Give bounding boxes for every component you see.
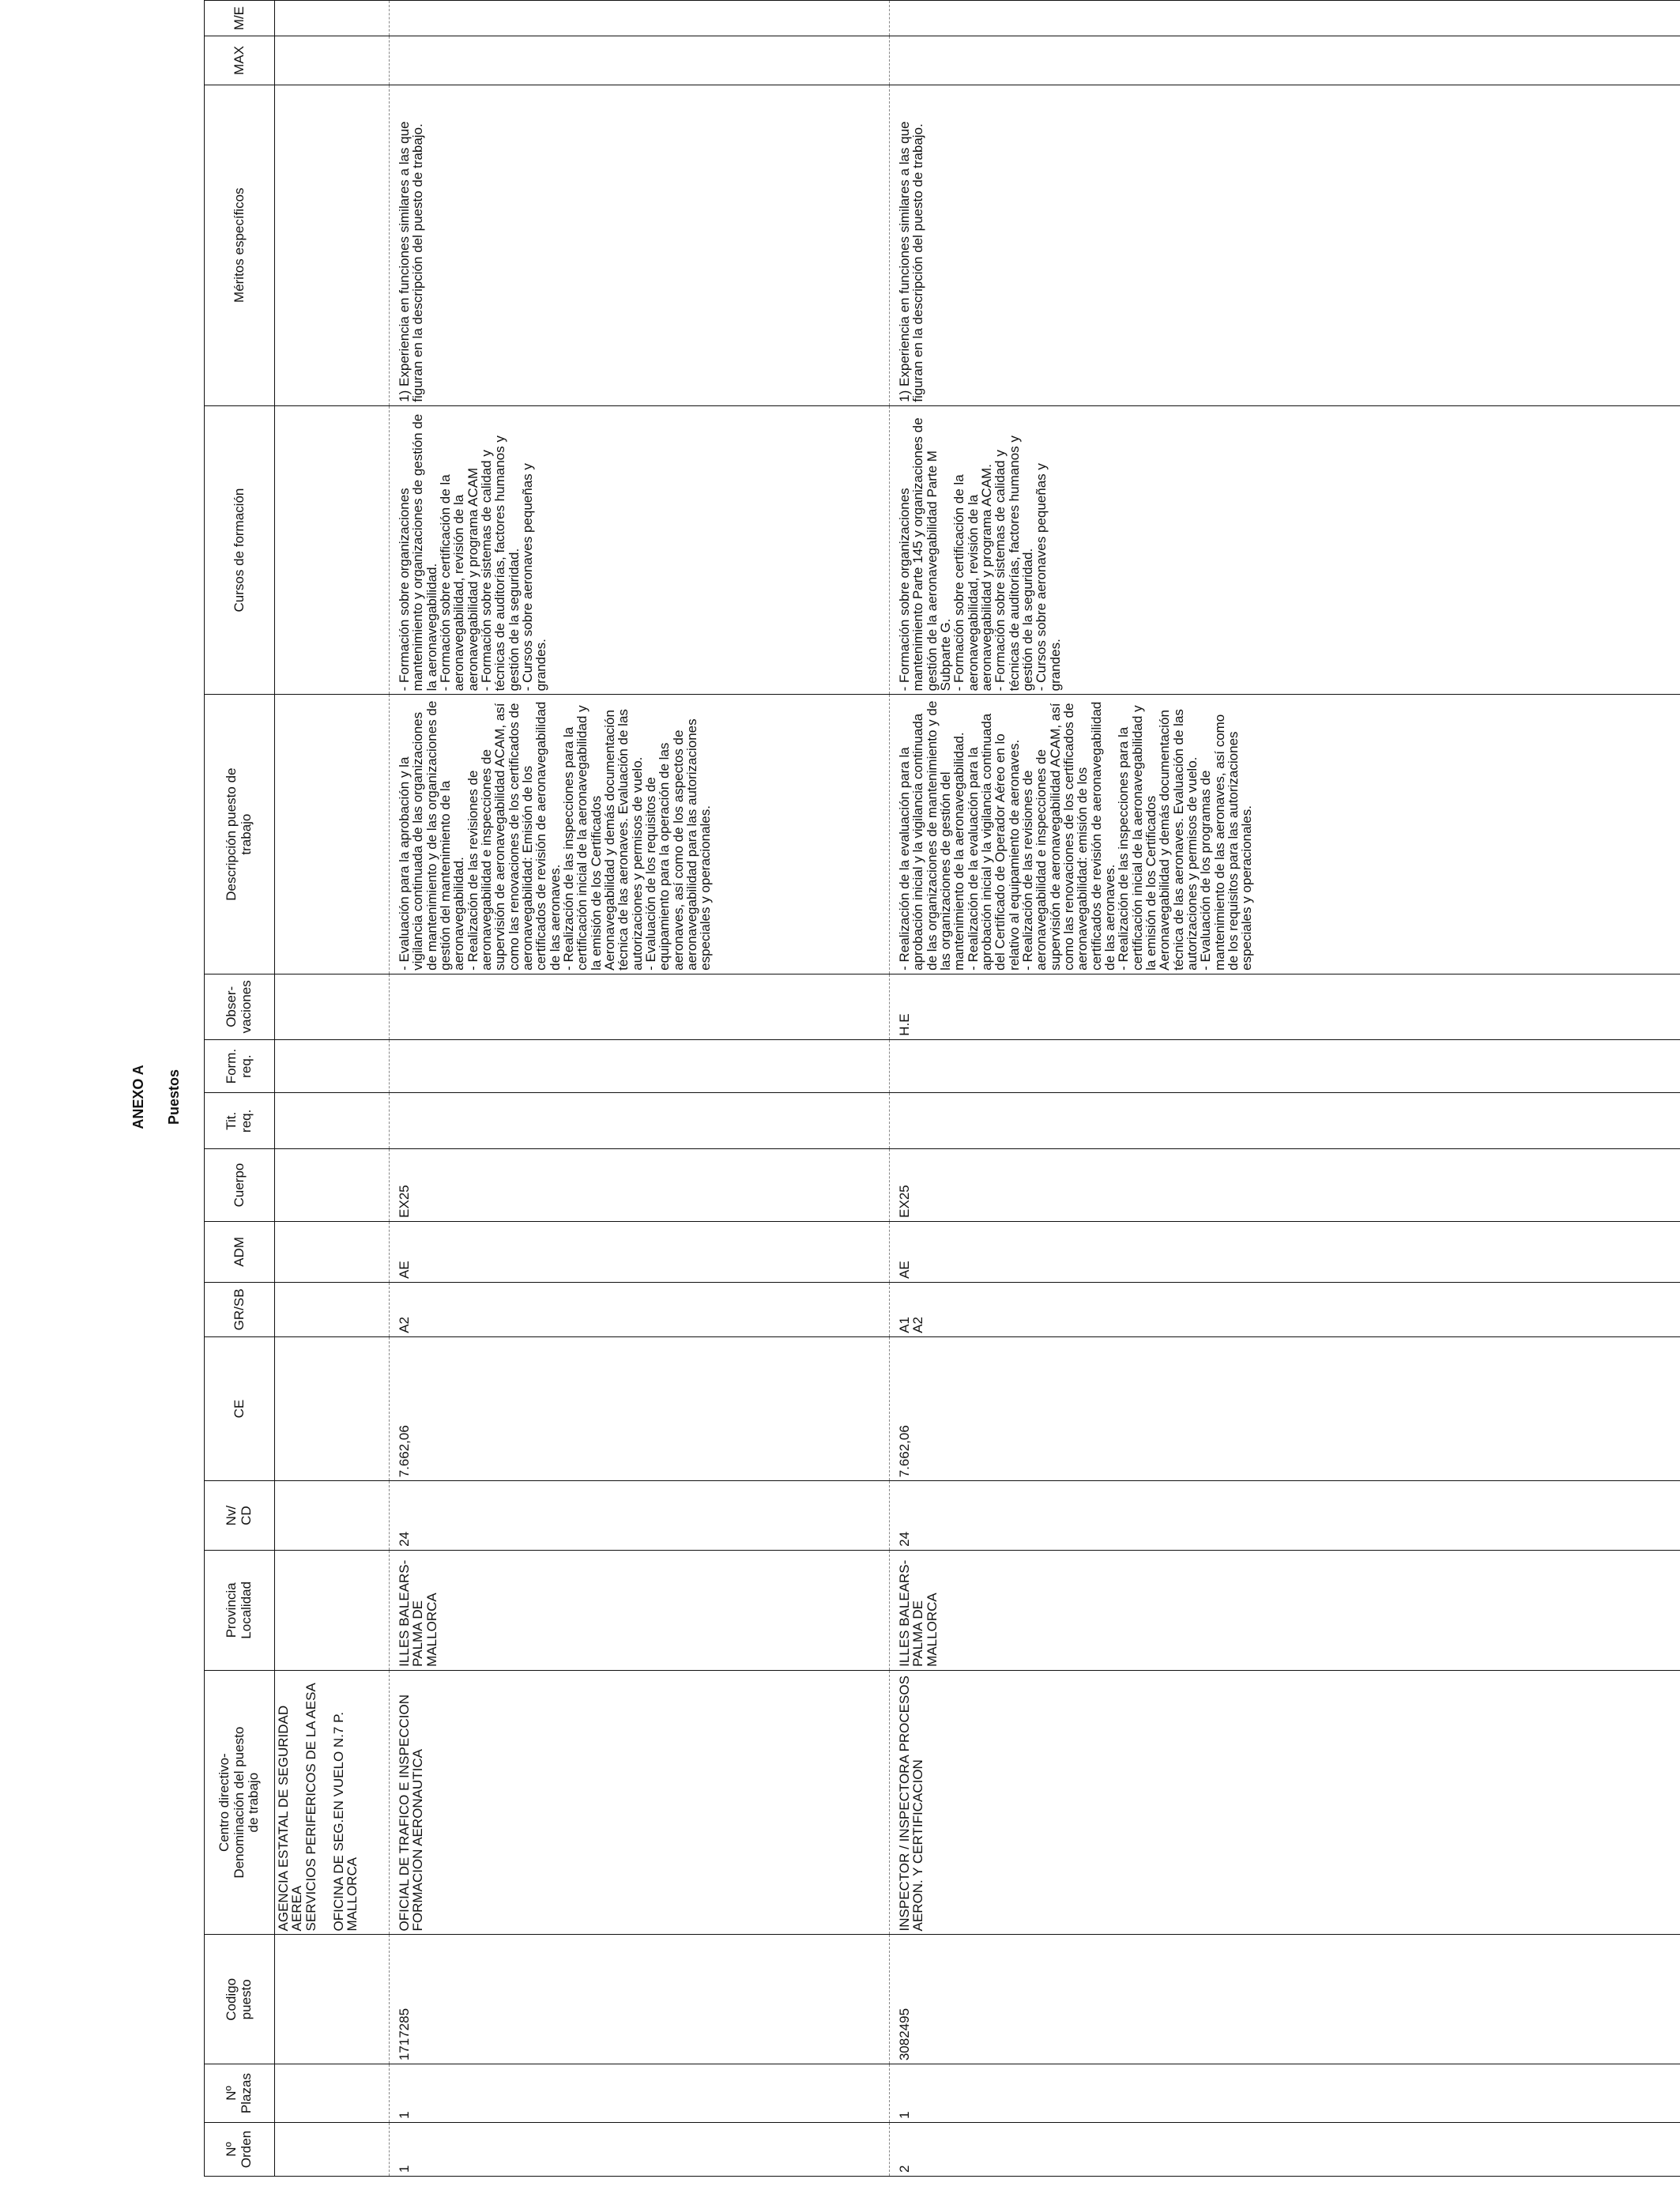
codigo-cell: 1717285 [390, 1935, 890, 2064]
adm-cell: AE [890, 1221, 1680, 1282]
grupo-cell: A2 [390, 1282, 890, 1336]
positions-table [204, 0, 1680, 2177]
obs-cell [390, 974, 890, 1039]
empty-cell [275, 1039, 390, 1093]
header-max: MAX [205, 36, 275, 85]
nivel-cell: 24 [890, 1481, 1680, 1550]
cursos-cell: - Formación sobre organizaciones mantenimiento y organizaciones de gestión de la aeronavegabilidad. - Formación sobre certificación de la aeronavegabilidad, revisión de la aeronavegabilidad y programa ACAM - Formación sobre sistemas de calidad y técnicas de auditorías, factores humanos y gestión de la seguridad. - Cursos sobre aeronaves pequeñas y grandes. [390, 405, 890, 695]
meritos-cell: 1) Experiencia en funciones similares a las que figuran en la descripción del puesto de trabajo. [390, 85, 890, 405]
empty-cell [275, 695, 390, 974]
page-subtitle: Puestos [166, 1069, 182, 1125]
org-office: OFICINA DE SEG.EN VUELO N.7 P. MALLORCA [330, 1712, 360, 1932]
cuerpo-cell: EX25 [390, 1149, 890, 1222]
ce-cell: 7.662,06 [890, 1336, 1680, 1481]
centro-cell: OFICIAL DE TRAFICO E INSPECCION FORMACION AERONAUTICA [390, 1670, 890, 1935]
header-codigo: Codigo puesto [205, 1935, 275, 2064]
table-row [390, 1, 890, 2177]
meritos-cell: 1) Experiencia en funciones similares a las que figuran en la descripción del puesto de trabajo. [890, 85, 1680, 405]
header-nivel: Nv/ CD [205, 1481, 275, 1550]
header-cursos: Cursos de formación [205, 405, 275, 695]
cuerpo-cell: EX25 [890, 1149, 1680, 1222]
empty-cell [275, 1149, 390, 1222]
form-cell [390, 1039, 890, 1093]
adm-cell: AE [390, 1221, 890, 1282]
empty-cell [275, 85, 390, 405]
header-descripcion: Descripción puesto de trabajo [205, 695, 275, 974]
header-provincia: Provincia Localidad [205, 1550, 275, 1670]
empty-cell [275, 974, 390, 1039]
empty-cell [275, 405, 390, 695]
table-header [205, 1, 275, 2177]
orden-cell: 2 [890, 2122, 1680, 2176]
cursos-cell: - Formación sobre organizaciones mantenimiento Parte 145 y organizaciones de gestión de la aeronavegabilidad Parte M Subparte G. - Formación sobre certificación de la aeronavegabilidad, revisión de la aeronavegabilidad y programa ACAM. - Formación sobre sistemas de calidad y técnicas de auditorías, factores humanos y gestión de la seguridad. - Cursos sobre aeronaves pequeñas y grandes. [890, 405, 1680, 695]
form-cell [890, 1039, 1680, 1093]
header-obs: Obser- vaciones [205, 974, 275, 1039]
plazas-cell: 1 [890, 2064, 1680, 2123]
header-centro: Centro directivo- Denominación del puesto de trabajo [205, 1670, 275, 1935]
provincia-cell: ILLES BALEARS-PALMA DE MALLORCA [890, 1550, 1680, 1670]
ce-cell: 7.662,06 [390, 1336, 890, 1481]
empty-cell [275, 1550, 390, 1670]
descripcion-cell: - Evaluación para la aprobación y la vigilancia continuada de las organizaciones de mantenimiento y de las organizaciones de gestión del mantenimiento de la aeronavegabilidad. - Realización de las revisiones de aeronavegabilidad e inspecciones de supervisión de aeronavegabilidad ACAM, así como las renovaciones de los certificados de aeronavegabilidad: Emisión de los certificados de revisión de aeronavegabilidad de las aeronaves. - Realización de las inspecciones para la certificación inicial de la aeronavegabilidad y la emisión de los Certificados Aeronavegabilidad y demás documentación técnica de las aeronaves. Evaluación de las autorizaciones y permisos de vuelo. - Evaluación de los requisitos de equipamiento para la operación de las aeronaves, así como de los aspectos de aeronavegabilidad para las autorizaciones especiales y operacionales. [390, 695, 890, 974]
header-form: Form. req. [205, 1039, 275, 1093]
empty-cell [275, 1336, 390, 1481]
header-orden: Nº Orden [205, 2122, 275, 2176]
table-row [890, 1, 1680, 2177]
header-grupo: GR/SB [205, 1282, 275, 1336]
empty-cell [275, 1221, 390, 1282]
centro-cell: INSPECTOR / INSPECTORA PROCESOS AERON. Y CERTIFICACION [890, 1670, 1680, 1935]
org-unit-cell [275, 1670, 390, 1935]
empty-cell [275, 1282, 390, 1336]
empty-cell [275, 2122, 390, 2176]
plazas-cell: 1 [390, 2064, 890, 2123]
tit-cell [390, 1093, 890, 1149]
header-meritos: Méritos específicos [205, 85, 275, 405]
header-tit: Tit. req. [205, 1093, 275, 1149]
provincia-cell: ILLES BALEARS-PALMA DE MALLORCA [390, 1550, 890, 1670]
org-agency: AGENCIA ESTATAL DE SEGURIDAD AEREA [276, 1705, 305, 1932]
empty-cell [275, 1, 390, 36]
tit-cell [890, 1093, 1680, 1149]
orden-cell: 1 [390, 2122, 890, 2176]
header-plazas: Nº Plazas [205, 2064, 275, 2123]
obs-cell: H.E [890, 974, 1680, 1039]
nivel-cell: 24 [390, 1481, 890, 1550]
codigo-cell: 3082495 [890, 1935, 1680, 2064]
org-unit-row [275, 1, 390, 2177]
descripcion-cell: - Realización de la evaluación para la aprobación inicial y la vigilancia continuada de las organizaciones de mantenimiento y de las organizaciones de gestión del mantenimiento de la aeronavegabilidad. - Realización de la evaluación para la aprobación inicial y la vigilancia continuada del Certificado de Operador Aéreo en lo relativo al equipamiento de aeronaves. - Realización de las revisiones de aeronavegabilidad e inspecciones de supervisión de aeronavegabilidad ACAM, así como las renovaciones de los certificados de aeronavegabilidad: emisión de los certificados de revisión de aeronavegabilidad de las aeronaves. - Realización de las inspecciones para la certificación inicial de la aeronavegabilidad y la emisión de los Certificados Aeronavegabilidad y demás documentación técnica de las aeronaves. Evaluación de las autorizaciones y permisos de vuelo. - Evaluación de los programas de mantenimiento de las aeronaves, así como de los requisitos para las autorizaciones especiales y operacionales. [890, 695, 1680, 974]
empty-cell [275, 36, 390, 85]
grupo-cell: A1 A2 [890, 1282, 1680, 1336]
max-cell [890, 36, 1680, 85]
header-me: M/E [205, 1, 275, 36]
max-cell [390, 36, 890, 85]
page-title: ANEXO A [130, 1065, 146, 1129]
org-peripheral-services: SERVICIOS PERIFERICOS DE LA AESA [303, 1683, 318, 1932]
me-cell [890, 1, 1680, 36]
org-spacer [318, 1674, 332, 1932]
empty-cell [275, 1935, 390, 2064]
empty-cell [275, 1481, 390, 1550]
header-ce: CE [205, 1336, 275, 1481]
empty-cell [275, 1093, 390, 1149]
header-cuerpo: Cuerpo [205, 1149, 275, 1222]
header-adm: ADM [205, 1221, 275, 1282]
empty-cell [275, 2064, 390, 2123]
me-cell [390, 1, 890, 36]
